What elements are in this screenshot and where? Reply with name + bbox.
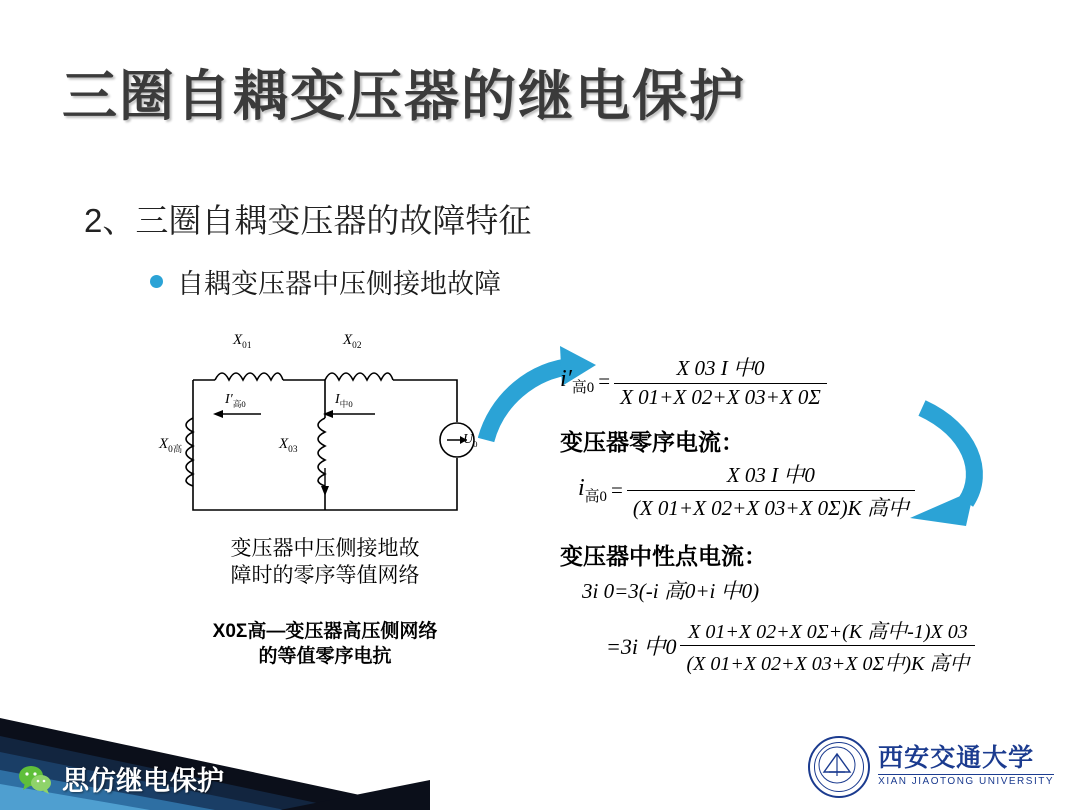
wechat-icon bbox=[18, 764, 52, 794]
label-x0gao: $X_{0高}$ bbox=[159, 436, 183, 455]
equation-2-lhs: $i_{高0}$ bbox=[578, 475, 607, 505]
equation-2 bbox=[578, 459, 1030, 522]
university-seal-icon bbox=[808, 736, 870, 798]
label-i-gao0: $I'_{高0}$ bbox=[225, 392, 246, 409]
label-u0: $U_0$ bbox=[463, 432, 478, 449]
equation-2-fraction bbox=[627, 459, 915, 522]
label-x03: $X_{03}$ bbox=[279, 436, 298, 455]
equation-4-denominator: (X 01+X 02+X 03+X 0Σ中)K 高中 bbox=[686, 653, 970, 675]
level1-bullet: 2、三圈自耦变压器的故障特征 bbox=[84, 202, 532, 239]
footer bbox=[0, 718, 1080, 810]
equation-1 bbox=[560, 352, 1030, 410]
university-name bbox=[878, 746, 1054, 788]
equation-2-denominator: (X 01+X 02+X 03+X 0Σ)K 高中 bbox=[632, 496, 909, 520]
equation-2-numerator: X 03 I 中0 bbox=[627, 459, 915, 491]
university-logo bbox=[808, 736, 1054, 798]
label-x02: $X_{02}$ bbox=[343, 332, 362, 351]
equation-1-equals: = bbox=[598, 368, 611, 393]
diagram-note bbox=[160, 620, 490, 669]
label-x01: $X_{01}$ bbox=[233, 332, 252, 351]
diagram-note-line2: 的等值零序电抗 bbox=[258, 645, 392, 667]
level2-bullet bbox=[150, 262, 501, 301]
diagram-caption-line1: 变压器中压侧接地故 bbox=[230, 537, 420, 560]
level2-bullet-label: 自耦变压器中压侧接地故障 bbox=[177, 269, 501, 299]
watermark bbox=[18, 759, 224, 798]
circuit-svg bbox=[175, 340, 478, 540]
equation-3: 3i 0=3(-i 高0+i 中0) bbox=[582, 579, 760, 603]
university-name-en: XIAN JIAOTONG UNIVERSITY bbox=[878, 776, 1054, 788]
diagram-caption-line2: 障时的零序等值网络 bbox=[230, 563, 420, 587]
equation-4-numerator: X 01+X 02+X 0Σ+(K 高中-1)X 03 bbox=[680, 615, 975, 646]
equation-4-lhs: =3i 中0 bbox=[606, 634, 677, 659]
equation-4-fraction bbox=[680, 615, 975, 676]
equation-1-fraction bbox=[614, 352, 827, 410]
diagram-note-line1: X0Σ高—变压器高压侧网络 bbox=[212, 621, 438, 642]
equation-1-denominator: X 01+X 02+X 03+X 0Σ bbox=[620, 385, 821, 409]
formula-heading-neutral-current: 变压器中性点电流： bbox=[560, 543, 767, 569]
bullet-dot-icon bbox=[150, 275, 163, 288]
equation-4 bbox=[606, 615, 1030, 676]
formula-block bbox=[560, 352, 1030, 676]
equation-1-numerator: X 03 I 中0 bbox=[614, 352, 827, 384]
label-i-zhong0: $I_{中0}$ bbox=[335, 392, 353, 409]
page-title: 三圈自耦变压器的继电保护 bbox=[62, 65, 747, 127]
watermark-label: 思仿继电保护 bbox=[62, 766, 224, 796]
formula-heading-zero-sequence: 变压器零序电流： bbox=[560, 429, 744, 455]
zero-sequence-circuit-diagram bbox=[159, 332, 478, 540]
equation-2-equals: = bbox=[610, 478, 623, 502]
diagram-caption bbox=[170, 536, 480, 590]
equation-1-lhs: $i'_{高0}$ bbox=[560, 365, 595, 396]
university-name-cn: 西安交通大学 bbox=[878, 745, 1035, 773]
